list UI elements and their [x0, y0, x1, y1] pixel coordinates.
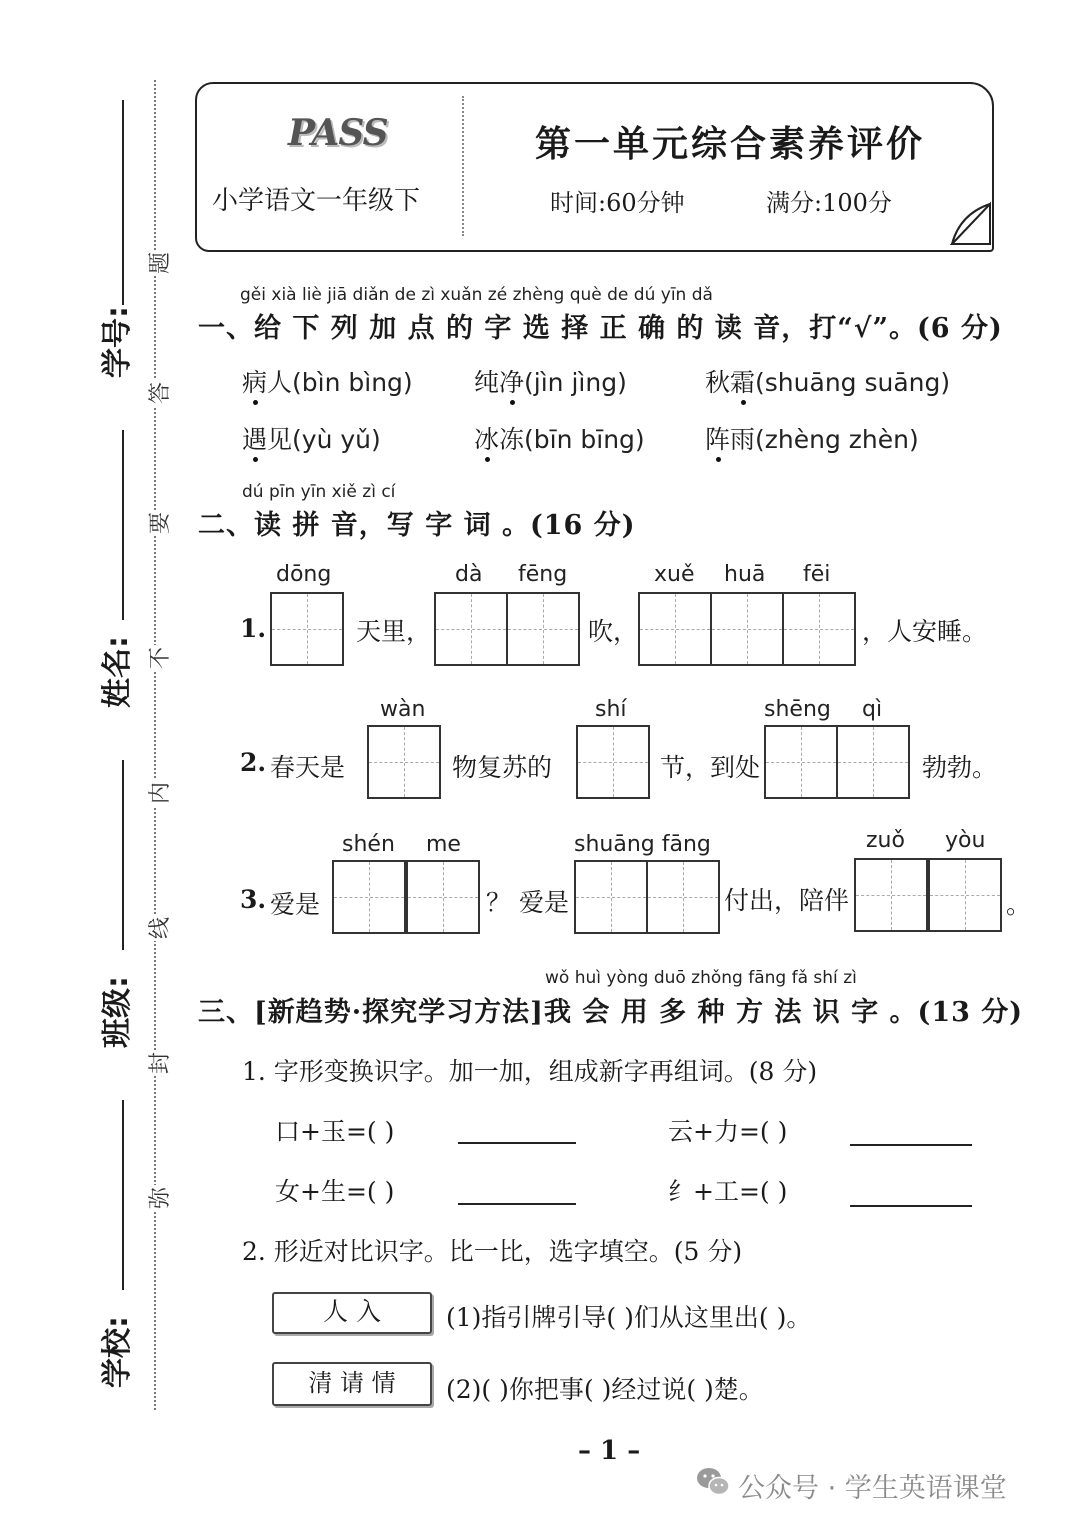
- pinyin-label: shēng: [764, 697, 831, 722]
- pinyin-label: qì: [862, 697, 883, 722]
- page-title: 第一单元综合素养评价: [535, 123, 926, 165]
- student-name-label: 姓名:: [100, 636, 135, 708]
- writing-box[interactable]: [646, 860, 720, 934]
- pinyin-label: fēi: [803, 562, 831, 587]
- writing-box[interactable]: [854, 858, 928, 932]
- pinyin-label: fēng: [518, 562, 568, 587]
- seal-char: 封: [148, 1052, 173, 1075]
- fill-blank-2: (2)( )你把事( )经过说( )楚。: [446, 1375, 764, 1404]
- writing-box[interactable]: [782, 592, 856, 666]
- seal-char: 线: [148, 917, 173, 940]
- watermark-text: 公众号 · 学生英语课堂: [738, 1473, 1007, 1504]
- answer-line[interactable]: [458, 1142, 576, 1144]
- seal-char: 不: [148, 647, 173, 670]
- s1-item: 秋霜(shuāng suāng): [705, 363, 950, 399]
- time-label: 时间:60分钟: [550, 189, 685, 217]
- section1-pinyin: gěi xià liè jiā diǎn de zì xuǎn zé zhèng què de dú yīn dǎ: [240, 285, 713, 305]
- binding-line: [122, 760, 124, 950]
- question-text: 节，到处: [660, 753, 761, 782]
- full-score-label: 满分:100分: [766, 189, 892, 217]
- section2-pinyin: dú pīn yīn xiě zì cí: [242, 482, 396, 502]
- question-text: 吹，: [588, 617, 639, 646]
- answer-line[interactable]: [850, 1144, 972, 1146]
- writing-box[interactable]: [836, 725, 910, 799]
- writing-box[interactable]: [506, 592, 580, 666]
- header-divider: [462, 96, 464, 236]
- writing-box[interactable]: [367, 725, 441, 799]
- s3-question-1: 1. 字形变换识字。加一加，组成新字再组词。(8 分): [242, 1057, 818, 1086]
- pinyin-label: dōng: [276, 562, 332, 587]
- seal-char: 答: [148, 382, 173, 405]
- section2-title: 二、读 拼 音，写 字 词 。(16 分): [198, 510, 636, 541]
- equation: 纟+工=( ): [668, 1177, 788, 1206]
- pinyin-label: shí: [595, 697, 627, 722]
- section3-title: 三、[新趋势·探究学习方法]我 会 用 多 种 方 法 识 字 。(13 分): [198, 997, 1024, 1028]
- answer-line[interactable]: [458, 1203, 576, 1205]
- student-id-label: 学号:: [100, 306, 135, 378]
- question-number: 1.: [240, 614, 267, 643]
- s3-question-2: 2. 形近对比识字。比一比，选字填空。(5 分): [242, 1237, 743, 1266]
- pinyin-label: shén: [342, 832, 395, 857]
- fill-blank-1: (1)指引牌引导( )们从这里出( )。: [446, 1303, 812, 1332]
- s1-item: 冰冻(bīn bīng): [474, 420, 645, 456]
- s1-item: 遇见(yù yǔ): [242, 420, 381, 456]
- pinyin-label: zuǒ: [866, 828, 905, 853]
- equation: 口+玉=( ): [275, 1117, 395, 1146]
- writing-box[interactable]: [638, 592, 712, 666]
- pinyin-label: yòu: [945, 828, 986, 853]
- question-text: 付出，陪伴: [724, 886, 850, 915]
- answer-line[interactable]: [850, 1205, 972, 1207]
- pinyin-label: xuě: [654, 562, 695, 587]
- section3-pinyin: wǒ huì yòng duō zhǒng fāng fǎ shí zì: [545, 968, 857, 988]
- writing-box[interactable]: [332, 860, 406, 934]
- question-number: 2.: [240, 748, 267, 777]
- seal-char: 内: [148, 782, 173, 805]
- page-number: – 1 –: [578, 1436, 641, 1466]
- char-option-box: 人 入: [272, 1292, 432, 1334]
- pinyin-label: wàn: [380, 697, 426, 722]
- question-text: 爱是: [270, 890, 321, 919]
- header-frame: [195, 82, 994, 252]
- writing-box[interactable]: [710, 592, 784, 666]
- pinyin-label: shuāng fāng: [574, 832, 711, 857]
- binding-line: [122, 100, 124, 305]
- equation: 女+生=( ): [275, 1177, 395, 1206]
- writing-box[interactable]: [406, 860, 480, 934]
- pinyin-label: huā: [724, 562, 766, 587]
- question-text: 春天是: [270, 753, 346, 782]
- equation: 云+力=( ): [668, 1117, 788, 1146]
- question-number: 3.: [240, 885, 267, 914]
- writing-box[interactable]: [576, 725, 650, 799]
- seal-char: 弥: [148, 1187, 173, 1210]
- binding-line: [122, 1100, 124, 1290]
- wechat-icon: [696, 1466, 730, 1498]
- section1-title: 一、给 下 列 加 点 的 字 选 择 正 确 的 读 音，打“√”。(6 分): [198, 313, 1003, 344]
- binding-line: [122, 430, 124, 620]
- seal-char: 要: [148, 512, 173, 535]
- question-text: ，人安睡。: [862, 617, 988, 646]
- class-label: 班级:: [100, 976, 135, 1048]
- writing-box[interactable]: [434, 592, 508, 666]
- s1-item: 阵雨(zhèng zhèn): [705, 420, 919, 456]
- writing-box[interactable]: [764, 725, 838, 799]
- subject-label: 小学语文一年级下: [212, 186, 421, 216]
- char-option-box: 清 请 情: [272, 1362, 432, 1406]
- pinyin-label: me: [426, 832, 461, 857]
- s1-item: 纯净(jìn jìng): [474, 363, 627, 399]
- question-text: 天里，: [356, 617, 432, 646]
- writing-box[interactable]: [928, 858, 1002, 932]
- writing-box[interactable]: [270, 592, 344, 666]
- school-label: 学校:: [100, 1316, 135, 1388]
- question-text: 物复苏的: [452, 753, 553, 782]
- pinyin-label: dà: [455, 562, 483, 587]
- seal-char: 题: [148, 252, 173, 275]
- question-text: 勃勃。: [922, 753, 998, 782]
- s1-item: 病人(bìn bìng): [242, 363, 413, 399]
- question-text: 。: [1006, 890, 1032, 919]
- pass-logo: PASS: [288, 112, 388, 154]
- page-curl-icon: [950, 200, 994, 246]
- question-text: ？ 爱是: [486, 888, 569, 917]
- writing-box[interactable]: [574, 860, 648, 934]
